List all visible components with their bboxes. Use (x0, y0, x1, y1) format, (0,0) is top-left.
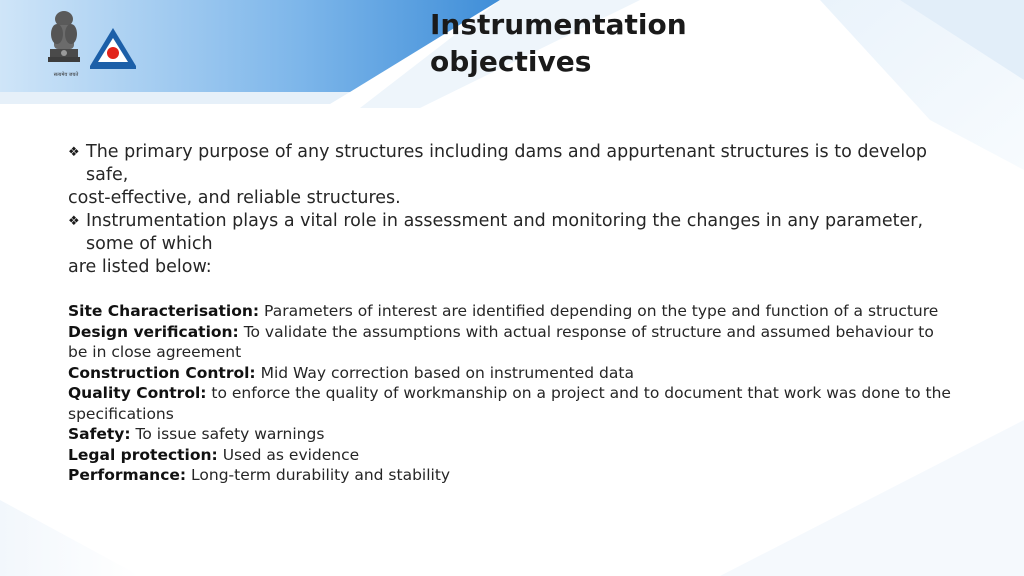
objective-item (68, 445, 958, 466)
objective-item (68, 424, 958, 445)
objective-term: Quality Control: (68, 384, 207, 402)
bullet-continuation: are listed below: (68, 257, 212, 277)
bullet-text: The primary purpose of any structures including dams and appurtenant structures is to develop safe, (86, 142, 928, 185)
objective-text: To validate the assumptions with actual response of structure and assumed behaviour to be in close agreement (68, 322, 934, 361)
objective-text: Parameters of interest are identified depending on the type and function of a structure (259, 302, 939, 320)
objective-text: To issue safety warnings (130, 425, 325, 443)
intro-bullets (68, 141, 958, 279)
objective-item (68, 465, 958, 486)
objective-term: Legal protection: (68, 445, 218, 464)
diamond-bullet-icon: ❖ (68, 145, 80, 160)
emblem-caption: सत्यमेव जयते (53, 72, 79, 78)
objective-term: Performance: (68, 466, 187, 484)
objectives-list (68, 301, 958, 486)
objective-item (68, 322, 958, 363)
objective-text: Long-term durability and stability (186, 466, 451, 484)
bullet-item (68, 141, 958, 210)
page-title: Instrumentation objectives (430, 8, 687, 78)
objective-term: Site Characterisation: (68, 302, 260, 320)
bullet-item (68, 210, 958, 279)
objective-text: to enforce the quality of workmanship on a project and to document that work was done to the specifications (68, 384, 951, 423)
objective-term: Safety: (68, 425, 131, 443)
bullet-text: Instrumentation plays a vital role in assessment and monitoring the changes in any parameter, some of which (86, 211, 924, 254)
national-emblem-icon (44, 10, 84, 72)
header-logos (44, 10, 144, 82)
objective-text: Mid Way correction based on instrumented data (255, 363, 634, 382)
objective-term: Design verification: (68, 322, 239, 341)
objective-item (68, 301, 958, 322)
objective-item (68, 363, 958, 384)
objective-term: Construction Control: (68, 363, 256, 382)
objective-text: Used as evidence (217, 445, 360, 464)
diamond-bullet-icon: ❖ (68, 214, 80, 229)
bullet-continuation: cost-effective, and reliable structures. (68, 188, 401, 208)
bis-logo-icon (88, 26, 138, 70)
objective-item (68, 383, 958, 424)
